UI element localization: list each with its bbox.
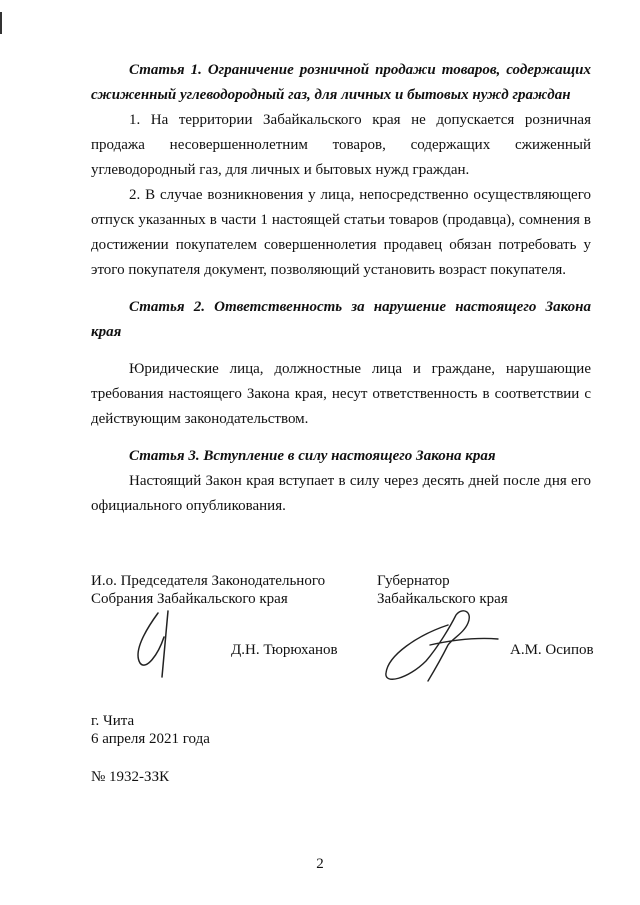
- right-title-line-2: Забайкальского края: [377, 591, 508, 607]
- place-and-date: [91, 712, 210, 748]
- article-1-heading: Статья 1. Ограничение розничной продажи товаров, содержащих сжиженный углеводородный газ, для личных и бытовых нужд граждан: [91, 62, 591, 103]
- scan-edge-mark: [0, 12, 2, 34]
- city: г. Чита: [91, 713, 135, 729]
- date: 6 апреля 2021 года: [91, 731, 210, 747]
- page-number: 2: [316, 856, 324, 872]
- right-signatory-title: [377, 572, 508, 608]
- right-title-line-1: Губернатор: [377, 573, 450, 589]
- article-3-heading: Статья 3. Вступление в силу настоящего Закона края: [129, 448, 496, 464]
- left-title-line-1: И.о. Председателя Законодательного: [91, 573, 326, 589]
- left-title-line-2: Собрания Забайкальского края: [91, 591, 288, 607]
- left-signatory-title: [91, 572, 325, 608]
- right-signature: [378, 605, 503, 690]
- right-signatory-name: А.М. Осипов: [510, 642, 594, 658]
- article-2-paragraph-1: Юридические лица, должностные лица и граждане, нарушающие требования настоящего Закона края, несут ответственность в соответствии с действующим законодательством.: [91, 361, 591, 427]
- article-1-paragraph-1: 1. На территории Забайкальского края не допускается розничная продажа несовершеннолетним товаров, содержащих сжиженный углеводородный газ, для личных и бытовых нужд граждан.: [91, 112, 591, 178]
- document-body: [91, 58, 591, 519]
- article-1-paragraph-2: 2. В случае возникновения у лица, непосредственно осуществляющего отпуск указанных в части 1 настоящей статьи товаров (продавца), сомнения в достижении покупателем совершеннолетия продавец обязан потребовать у этого покупателя документ, позволяющий установить возраст покупателя.: [91, 187, 591, 278]
- left-signatory-name: Д.Н. Тюрюханов: [231, 642, 338, 658]
- article-2-heading: Статья 2. Ответственность за нарушение настоящего Закона края: [91, 299, 591, 340]
- left-signature: [128, 605, 198, 685]
- document-number: № 1932-ЗЗК: [91, 769, 170, 785]
- article-3-paragraph-1: Настоящий Закон края вступает в силу через десять дней после дня его официального опубликования.: [91, 473, 591, 514]
